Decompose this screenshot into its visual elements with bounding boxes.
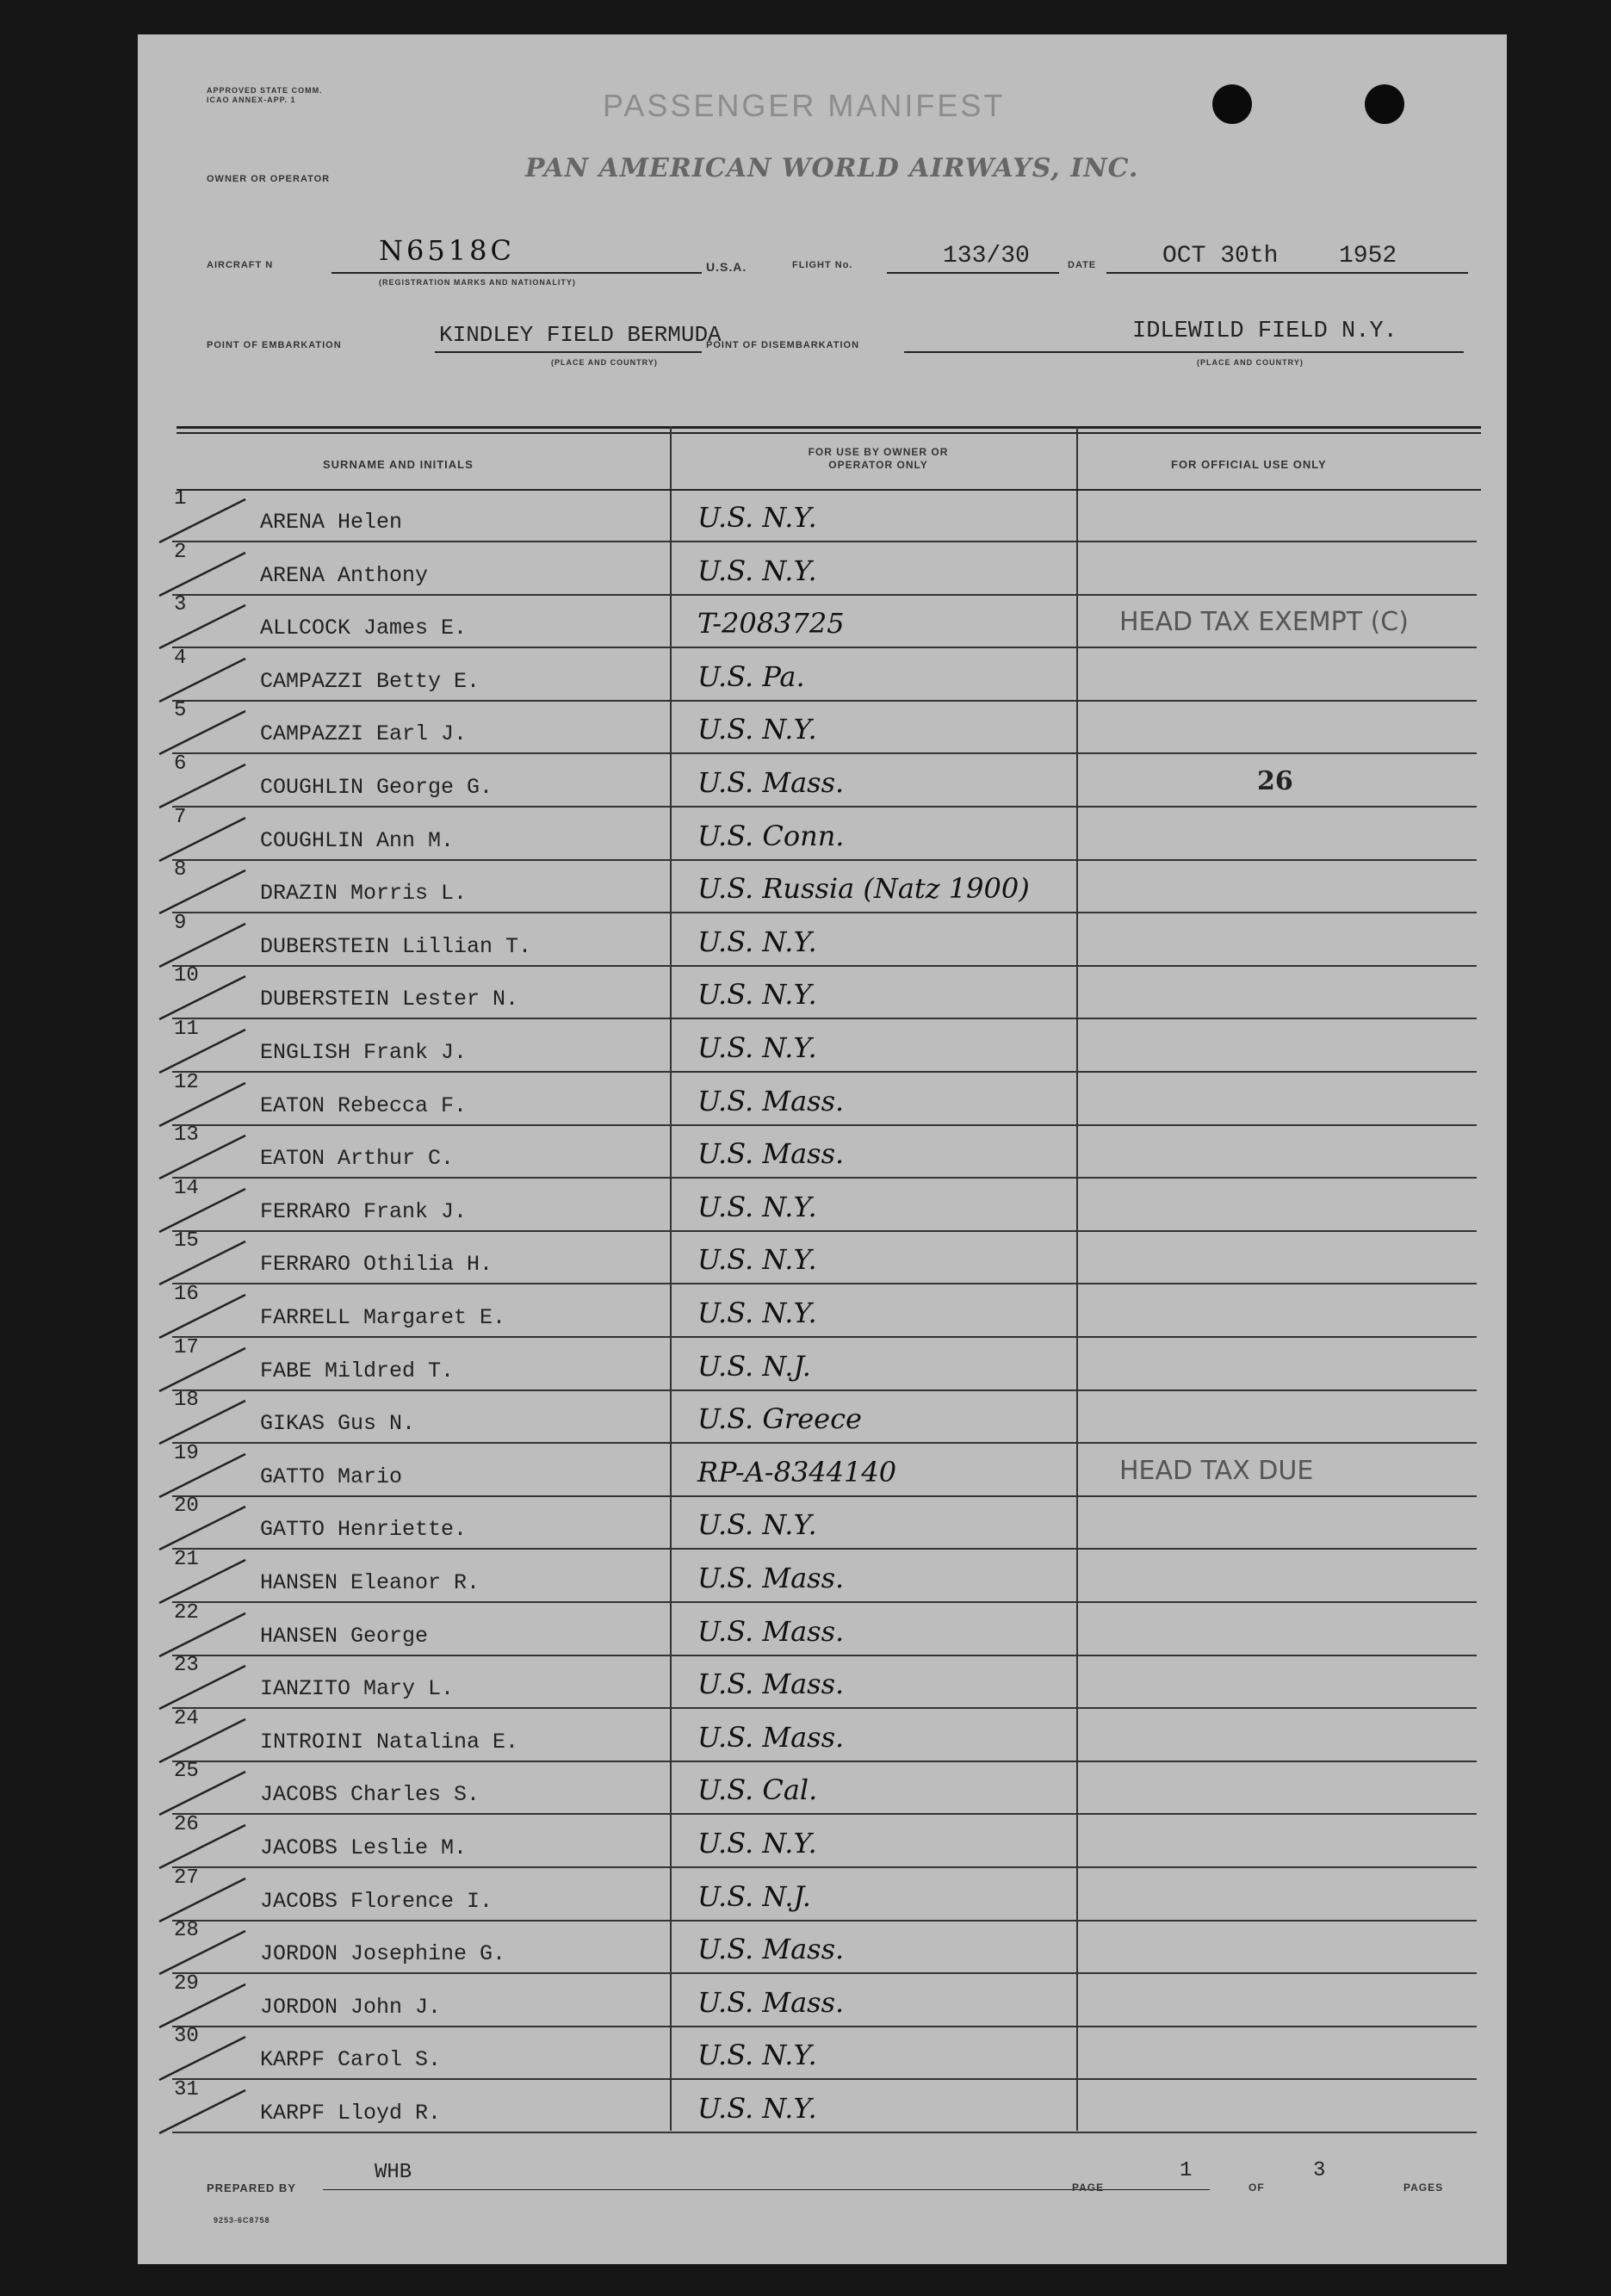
table-row xyxy=(138,1760,1507,1815)
owner-note: U.S. Pa. xyxy=(697,659,805,693)
check-mark-icon xyxy=(138,546,258,599)
row-rule xyxy=(172,1601,1477,1603)
passenger-name: FABE Mildred T. xyxy=(260,1358,455,1383)
row-rule xyxy=(172,1761,1477,1762)
embark-value: KINDLEY FIELD BERMUDA xyxy=(439,322,722,348)
row-rule xyxy=(172,1442,1477,1444)
date-label: DATE xyxy=(1068,260,1097,270)
disembark-label: POINT OF DISEMBARKATION xyxy=(706,340,860,350)
passenger-name: IANZITO Mary L. xyxy=(260,1676,455,1702)
aircraft-label: AIRCRAFT N xyxy=(207,260,274,270)
owner-note: U.S. Russia (Natz 1900) xyxy=(697,872,1030,906)
official-note: HEAD TAX DUE xyxy=(1119,1455,1314,1486)
row-rule xyxy=(172,1866,1477,1868)
passenger-name: FERRARO Frank J. xyxy=(260,1198,468,1224)
table-row xyxy=(138,1018,1507,1073)
table-row xyxy=(138,2025,1507,2080)
passenger-name: JORDON John J. xyxy=(260,1994,442,2020)
flight-label: FLIGHT No. xyxy=(792,260,853,270)
row-number: 9 xyxy=(174,911,187,935)
flight-underline xyxy=(887,272,1059,274)
owner-note: U.S. N.Y. xyxy=(697,554,817,587)
prepared-label: PREPARED BY xyxy=(207,2182,296,2194)
disembark-value: IDLEWILD FIELD N.Y. xyxy=(1132,319,1397,344)
passenger-name: KARPF Carol S. xyxy=(260,2047,442,2073)
table-row xyxy=(138,964,1507,1019)
row-rule xyxy=(172,912,1477,913)
owner-note: U.S. N.Y. xyxy=(697,1243,817,1277)
owner-note: RP-A-8344140 xyxy=(697,1455,897,1488)
passenger-name: CAMPAZZI Betty E. xyxy=(260,668,480,694)
row-number: 21 xyxy=(174,1548,199,1571)
table-row xyxy=(138,1706,1507,1762)
table-row xyxy=(138,1600,1507,1656)
table-row xyxy=(138,911,1507,967)
table-row xyxy=(138,1866,1507,1922)
punch-hole-right xyxy=(1365,84,1404,124)
table-top-rule xyxy=(177,426,1481,429)
row-number: 31 xyxy=(174,2078,199,2101)
form-number: 9253-6C8758 xyxy=(214,2216,270,2225)
owner-note: U.S. Mass. xyxy=(697,1668,845,1701)
check-mark-icon xyxy=(138,492,258,546)
table-row xyxy=(138,1441,1507,1497)
owner-note: T-2083725 xyxy=(697,607,845,641)
passenger-name: FARRELL Margaret E. xyxy=(260,1305,506,1330)
passenger-name: FERRARO Othilia H. xyxy=(260,1252,493,1278)
punch-hole-left xyxy=(1212,84,1252,124)
row-rule xyxy=(172,1813,1477,1815)
row-rule xyxy=(172,965,1477,967)
passenger-name: DRAZIN Morris L. xyxy=(260,881,468,907)
embark-label: POINT OF EMBARKATION xyxy=(207,340,342,350)
owner-value: PAN AMERICAN WORLD AIRWAYS, INC. xyxy=(525,153,1139,183)
row-number: 11 xyxy=(174,1018,199,1041)
check-mark-icon xyxy=(138,598,258,652)
passenger-name: HANSEN Eleanor R. xyxy=(260,1570,480,1595)
table-row xyxy=(138,540,1507,596)
table-row xyxy=(138,1389,1507,1444)
prepared-value: WHB xyxy=(375,2161,412,2184)
owner-note: U.S. N.Y. xyxy=(697,1508,817,1542)
row-number: 6 xyxy=(174,752,187,776)
owner-note: U.S. Mass. xyxy=(697,1137,845,1171)
page-value: 1 xyxy=(1180,2159,1193,2182)
table-row xyxy=(138,1813,1507,1868)
row-rule xyxy=(172,594,1477,596)
passenger-name: JACOBS Leslie M. xyxy=(260,1835,468,1860)
row-number: 13 xyxy=(174,1123,199,1148)
passenger-name: ALLCOCK James E. xyxy=(260,616,468,641)
table-row xyxy=(138,1335,1507,1391)
owner-note: U.S. Mass. xyxy=(697,766,845,799)
row-rule xyxy=(172,2132,1477,2133)
disembark-underline xyxy=(904,351,1464,353)
row-rule xyxy=(172,859,1477,861)
row-rule xyxy=(172,1655,1477,1656)
owner-note: U.S. N.Y. xyxy=(697,1031,817,1064)
date-underline xyxy=(1106,272,1468,274)
usa-label: U.S.A. xyxy=(706,260,747,274)
row-rule xyxy=(172,1389,1477,1391)
row-number: 28 xyxy=(174,1919,199,1943)
row-rule xyxy=(172,1230,1477,1232)
row-number: 20 xyxy=(174,1495,199,1519)
owner-note: U.S. N.Y. xyxy=(697,1190,817,1223)
owner-note: U.S. Mass. xyxy=(697,1084,845,1117)
owner-note: U.S. Mass. xyxy=(697,1562,845,1594)
row-number: 19 xyxy=(174,1441,199,1465)
row-number: 24 xyxy=(174,1706,199,1730)
table-row xyxy=(138,1176,1507,1232)
owner-note: U.S. N.Y. xyxy=(697,501,817,534)
row-rule xyxy=(172,647,1477,648)
passenger-name: EATON Arthur C. xyxy=(260,1146,455,1172)
row-number: 18 xyxy=(174,1389,199,1413)
row-number: 30 xyxy=(174,2025,199,2049)
owner-note: U.S. Mass. xyxy=(697,1985,845,2019)
date-value: OCT 30th xyxy=(1162,243,1279,269)
passenger-name: COUGHLIN Ann M. xyxy=(260,827,455,853)
row-rule xyxy=(172,1548,1477,1550)
table-row xyxy=(138,646,1507,702)
table-row xyxy=(138,1971,1507,2027)
row-number: 17 xyxy=(174,1335,199,1359)
owner-note: U.S. N.Y. xyxy=(697,1297,817,1329)
table-row xyxy=(138,1495,1507,1550)
column-header-official: FOR OFFICIAL USE ONLY xyxy=(1171,458,1327,471)
row-number: 4 xyxy=(174,646,187,670)
owner-note: U.S. N.Y. xyxy=(697,713,817,746)
table-row xyxy=(138,699,1507,754)
owner-note: U.S. Mass. xyxy=(697,1614,845,1648)
table-row xyxy=(138,1070,1507,1126)
flight-value: 133/30 xyxy=(943,243,1030,269)
owner-note: U.S. N.Y. xyxy=(697,925,817,958)
pages-label: PAGES xyxy=(1403,2182,1444,2194)
row-rule xyxy=(172,1336,1477,1338)
passenger-name: DUBERSTEIN Lillian T. xyxy=(260,933,532,959)
row-rule xyxy=(172,1972,1477,1974)
table-row xyxy=(138,1654,1507,1709)
approval-note: APPROVED STATE COMM. ICAO ANNEX-APP. 1 xyxy=(207,86,323,104)
row-rule xyxy=(172,700,1477,702)
table-top-rule-2 xyxy=(177,432,1481,434)
check-mark-icon xyxy=(138,758,258,811)
row-number: 2 xyxy=(174,540,187,564)
table-header-rule xyxy=(177,489,1481,491)
passenger-name: JORDON Josephine G. xyxy=(260,1941,506,1967)
table-row xyxy=(138,1229,1507,1284)
official-note: 26 xyxy=(1257,766,1293,796)
check-mark-icon xyxy=(138,863,258,917)
owner-note: U.S. N.Y. xyxy=(697,978,817,1012)
passenger-name: INTROINI Natalina E. xyxy=(260,1729,519,1754)
passenger-name: ARENA Anthony xyxy=(260,562,429,588)
table-row xyxy=(138,752,1507,808)
row-number: 26 xyxy=(174,1813,199,1836)
row-number: 3 xyxy=(174,593,187,617)
row-rule xyxy=(172,1124,1477,1126)
check-mark-icon xyxy=(138,704,258,758)
row-rule xyxy=(172,1920,1477,1922)
row-rule xyxy=(172,2078,1477,2080)
aircraft-underline xyxy=(331,272,702,274)
passenger-name: JACOBS Charles S. xyxy=(260,1782,480,1808)
row-number: 8 xyxy=(174,858,187,882)
owner-note: U.S. N.Y. xyxy=(697,1827,817,1860)
passenger-name: GIKAS Gus N. xyxy=(260,1411,416,1437)
passenger-name: KARPF Lloyd R. xyxy=(260,2101,442,2126)
table-row xyxy=(138,1548,1507,1603)
row-number: 14 xyxy=(174,1176,199,1200)
official-note: HEAD TAX EXEMPT (C) xyxy=(1119,607,1409,638)
row-number: 27 xyxy=(174,1866,199,1890)
passenger-name: ARENA Helen xyxy=(260,510,403,535)
row-number: 15 xyxy=(174,1229,199,1253)
passenger-name: CAMPAZZI Earl J. xyxy=(260,721,468,747)
of-value: 3 xyxy=(1313,2159,1326,2182)
owner-note: U.S. Cal. xyxy=(697,1773,818,1807)
passenger-name: JACOBS Florence I. xyxy=(260,1888,493,1914)
row-number: 16 xyxy=(174,1283,199,1306)
table-row xyxy=(138,487,1507,542)
check-mark-icon xyxy=(138,652,258,705)
table-row xyxy=(138,1123,1507,1179)
passenger-name: COUGHLIN George G. xyxy=(260,775,493,800)
row-rule xyxy=(172,1018,1477,1019)
passenger-name: EATON Rebecca F. xyxy=(260,1092,468,1118)
of-label: OF xyxy=(1249,2182,1265,2194)
owner-note: U.S. Mass. xyxy=(697,1720,845,1754)
page-label: PAGE xyxy=(1072,2182,1105,2194)
year-value: 1952 xyxy=(1339,243,1397,269)
row-number: 7 xyxy=(174,805,187,829)
table-row xyxy=(138,2078,1507,2133)
owner-note: U.S. Greece xyxy=(697,1402,862,1436)
row-number: 22 xyxy=(174,1600,199,1625)
owner-note: U.S. N.J. xyxy=(697,1879,811,1913)
owner-label: OWNER OR OPERATOR xyxy=(207,174,331,184)
registration-caption: (REGISTRATION MARKS AND NATIONALITY) xyxy=(379,278,576,287)
manifest-sheet xyxy=(138,34,1507,2264)
row-number: 10 xyxy=(174,964,199,988)
passenger-name: DUBERSTEIN Lester N. xyxy=(260,987,519,1012)
row-rule xyxy=(172,1495,1477,1497)
table-row xyxy=(138,1283,1507,1338)
owner-note: U.S. Conn. xyxy=(697,819,845,852)
row-rule xyxy=(172,1283,1477,1284)
column-header-surname: SURNAME AND INITIALS xyxy=(323,458,474,471)
table-row xyxy=(138,1919,1507,1974)
owner-note: U.S. N.J. xyxy=(697,1349,811,1383)
row-rule xyxy=(172,1071,1477,1073)
disembark-caption: (PLACE AND COUNTRY) xyxy=(1197,358,1304,367)
owner-note: U.S. N.Y. xyxy=(697,2039,817,2072)
row-number: 5 xyxy=(174,699,187,723)
column-header-owner: FOR USE BY OWNER OR OPERATOR ONLY xyxy=(808,446,949,471)
row-number: 29 xyxy=(174,1971,199,1996)
embark-underline xyxy=(435,351,702,353)
embark-caption: (PLACE AND COUNTRY) xyxy=(551,358,658,367)
owner-note: U.S. N.Y. xyxy=(697,2092,817,2125)
passenger-name: ENGLISH Frank J. xyxy=(260,1040,468,1065)
aircraft-value: N6518C xyxy=(379,234,515,267)
passenger-name: GATTO Henriette. xyxy=(260,1517,468,1543)
row-number: 23 xyxy=(174,1654,199,1678)
check-mark-icon xyxy=(138,917,258,970)
row-number: 1 xyxy=(174,487,187,511)
check-mark-icon xyxy=(138,811,258,864)
row-number: 12 xyxy=(174,1070,199,1094)
row-rule xyxy=(172,2026,1477,2027)
table-row xyxy=(138,805,1507,861)
row-rule xyxy=(172,1707,1477,1709)
row-rule xyxy=(172,752,1477,754)
table-row xyxy=(138,858,1507,913)
table-row xyxy=(138,593,1507,648)
row-rule xyxy=(172,806,1477,808)
row-rule xyxy=(172,541,1477,542)
form-title: PASSENGER MANIFEST xyxy=(603,88,1006,123)
row-rule xyxy=(172,1177,1477,1179)
owner-note: U.S. Mass. xyxy=(697,1933,845,1966)
row-number: 25 xyxy=(174,1760,199,1784)
passenger-name: HANSEN George xyxy=(260,1623,429,1649)
passenger-name: GATTO Mario xyxy=(260,1464,403,1489)
